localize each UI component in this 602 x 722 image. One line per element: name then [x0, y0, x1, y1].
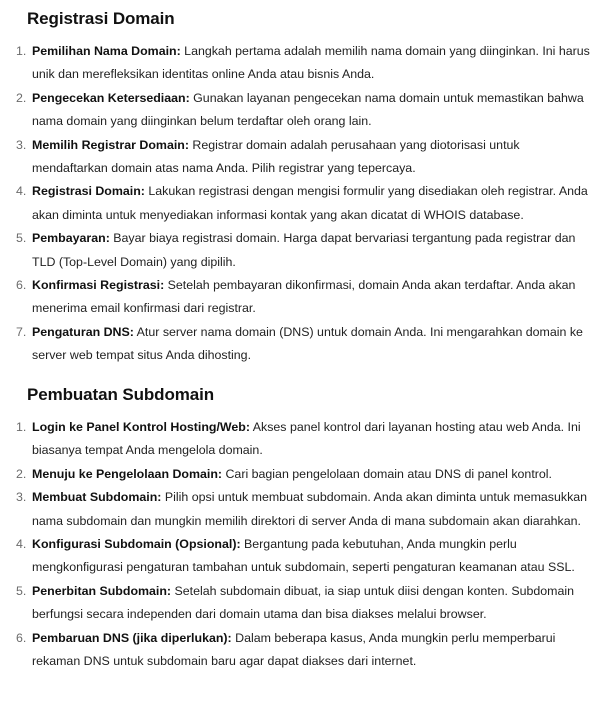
list-term: Login ke Panel Kontrol Hosting/Web: — [32, 420, 250, 434]
list-text: Lakukan registrasi dengan mengisi formulir yang disediakan oleh registrar. Anda akan diminta untuk menyediakan informasi kontak yang akan dicatat di WHOIS database. — [32, 184, 588, 222]
list-number: 1. — [16, 44, 27, 58]
list-term: Penerbitan Subdomain: — [32, 583, 172, 598]
list-term: Menuju ke Pengelolaan Domain: — [32, 466, 223, 481]
list-number: 5. — [16, 583, 27, 598]
list-item — [0, 321, 602, 368]
list-number: 2. — [16, 466, 27, 481]
list-term: Pengecekan Ketersediaan: — [32, 90, 190, 105]
list-text: Setelah subdomain dibuat, ia siap untuk diisi dengan konten. Subdomain berfungsi secara independen dari domain utama dan bisa diakses melalui browser. — [32, 583, 575, 622]
list-term: Registrasi Domain: — [32, 184, 145, 199]
registrasi-domain-list — [0, 40, 602, 368]
list-number: 5. — [16, 231, 27, 246]
list-item — [0, 416, 602, 463]
list-term: Pembayaran: — [32, 231, 110, 246]
list-number: 4. — [16, 184, 27, 199]
list-item — [0, 627, 602, 674]
list-term: Pembaruan DNS (jika diperlukan): — [32, 630, 232, 645]
list-number: 2. — [16, 90, 27, 105]
list-term: Konfirmasi Registrasi: — [32, 278, 165, 293]
list-number: 6. — [16, 278, 27, 293]
list-number: 4. — [16, 537, 27, 552]
list-text: Setelah pembayaran dikonfirmasi, domain Anda akan terdaftar. Anda akan menerima email konfirmasi dari registrar. — [32, 278, 576, 316]
section-heading-pembuatan-subdomain: Pembuatan Subdomain — [27, 385, 215, 404]
list-term: Memilih Registrar Domain: — [32, 137, 189, 152]
list-number: 3. — [16, 137, 27, 152]
list-term: Membuat Subdomain: — [32, 490, 162, 505]
list-text: Gunakan layanan pengecekan nama domain untuk memastikan bahwa nama domain yang diinginkan belum terdaftar oleh orang lain. — [32, 90, 584, 129]
list-item — [0, 40, 602, 87]
list-number: 6. — [16, 630, 27, 645]
list-item — [0, 463, 602, 486]
list-text: Registrar domain adalah perusahaan yang diotorisasi untuk mendaftarkan domain atas nama Anda. Pilih registrar yang tepercaya. — [32, 137, 520, 176]
list-item — [0, 580, 602, 627]
list-item — [0, 87, 602, 134]
list-term: Konfigurasi Subdomain (Opsional): — [32, 537, 241, 552]
list-text: Bayar biaya registrasi domain. Harga dapat bervariasi tergantung pada registrar dan TLD (Top-Level Domain) yang dipilih. — [32, 231, 576, 269]
list-item — [0, 486, 602, 533]
section-heading-registrasi-domain: Registrasi Domain — [27, 9, 175, 28]
list-number: 1. — [16, 420, 27, 434]
list-text: Langkah pertama adalah memilih nama domain yang diinginkan. Ini harus unik dan merefleksikan identitas online Anda atau bisnis Anda. — [32, 44, 590, 82]
list-term: Pengaturan DNS: — [32, 324, 134, 339]
list-number: 3. — [16, 490, 27, 505]
list-text: Atur server nama domain (DNS) untuk domain Anda. Ini mengarahkan domain ke server web tempat situs Anda dihosting. — [32, 324, 583, 363]
list-text: Pilih opsi untuk membuat subdomain. Anda akan diminta untuk memasukkan nama subdomain dan mungkin memilih direktori di server Anda di mana subdomain akan diarahkan. — [32, 490, 588, 528]
list-text: Dalam beberapa kasus, Anda mungkin perlu memperbarui rekaman DNS untuk subdomain baru agar dapat diakses dari internet. — [32, 630, 556, 669]
list-item — [0, 274, 602, 321]
list-item — [0, 180, 602, 227]
list-term: Pemilihan Nama Domain: — [32, 44, 181, 58]
list-item — [0, 533, 602, 580]
list-item — [0, 134, 602, 181]
pembuatan-subdomain-list — [0, 416, 602, 673]
list-text: Bergantung pada kebutuhan, Anda mungkin perlu mengkonfigurasi pengaturan tambahan untuk subdomain, seperti pengaturan keamanan atau SSL. — [32, 537, 575, 575]
list-item — [0, 227, 602, 274]
list-text: Akses panel kontrol dari layanan hosting atau web Anda. Ini biasanya tempat Anda mengelola domain. — [32, 420, 581, 458]
list-text: Cari bagian pengelolaan domain atau DNS di panel kontrol. — [222, 466, 552, 481]
list-number: 7. — [16, 324, 27, 339]
